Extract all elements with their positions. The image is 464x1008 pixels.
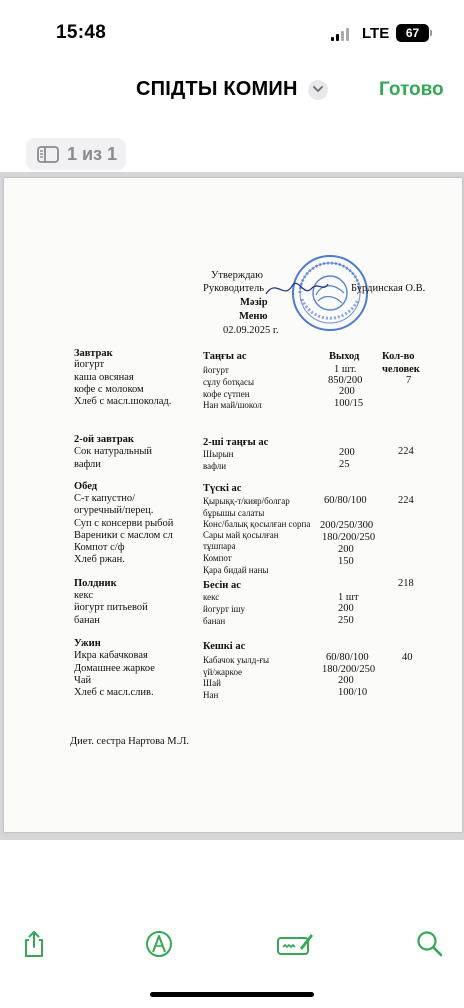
menu-item-out: 100/10 [338, 687, 368, 698]
status-time: 15:48 [56, 22, 107, 43]
menu-item-ru: каша овсяная [74, 372, 134, 383]
menu-item-kz: бұрышы салаты [203, 508, 265, 518]
menu-item-kz: Кабачок уылд-ғы [203, 655, 270, 665]
menu-item-kz: кекс [203, 592, 220, 602]
menu-item-kz: Конс/балық қосылған сорпа [203, 519, 311, 529]
section-count: 218 [398, 578, 414, 589]
page-indicator[interactable] [26, 138, 126, 170]
section-title-ru: Завтрак [74, 348, 113, 359]
menu-item-kz: кофе сүтпен [203, 389, 250, 399]
menu-item-ru: Сок натуральный [74, 446, 153, 457]
section-count: 224 [398, 495, 414, 506]
menu-item-ru: огуречный/перец. [74, 505, 154, 516]
menu-item-ru: С-т капустно/ [74, 493, 136, 504]
done-button[interactable]: Готово [379, 79, 444, 100]
page-count: 1 из 1 [67, 143, 118, 164]
menu-item-kz: вафли [203, 461, 227, 471]
chevron-down-icon[interactable] [308, 80, 328, 100]
menu-item-kz: Қара бидай наны [203, 565, 269, 575]
menu-title-kz: Мәзір [240, 297, 268, 308]
section-title-ru: Обед [74, 481, 98, 492]
share-icon[interactable] [18, 928, 50, 960]
menu-item-ru: Чай [74, 675, 92, 686]
menu-item-out: 1 шт. [334, 364, 357, 375]
scanned-page[interactable] [4, 178, 462, 832]
menu-item-ru: йогурт питьевой [74, 602, 148, 613]
menu-item-ru: Икра кабачковая [74, 650, 148, 661]
director-label: Руководитель [203, 283, 264, 294]
menu-date: 02.09.2025 г. [223, 325, 279, 336]
menu-item-out: 180/200/250 [322, 664, 376, 675]
menu-item-out: 200/250/300 [320, 520, 374, 531]
menu-item-ru: Суп с консерви рыбой [74, 518, 174, 529]
menu-item-kz: Қырыққ-т/кияр/болгар [203, 496, 290, 506]
menu-title-ru: Меню [239, 311, 268, 322]
menu-item-out: 200 [338, 675, 354, 686]
menu-item-kz: Шырын [203, 449, 234, 459]
home-indicator[interactable] [150, 992, 314, 997]
battery-icon: 67 [396, 24, 429, 42]
section-title-ru: 2-ой завтрак [74, 434, 134, 445]
nav-bar [0, 70, 464, 110]
menu-item-out: 150 [338, 556, 354, 567]
signer-name: Бурдинская О.В. [351, 283, 426, 294]
approve-line: Утверждаю [211, 270, 263, 281]
section-count: 7 [406, 375, 412, 386]
menu-item-out: 60/80/100 [324, 495, 367, 506]
menu-item-out: 200 [338, 603, 354, 614]
section-title-kz: Бесін ас [203, 580, 241, 591]
menu-item-ru: Вареники с маслом сл [74, 530, 173, 541]
menu-item-kz: Нан май/шокол [203, 400, 262, 410]
menu-item-out: 100/15 [334, 398, 364, 409]
menu-item-ru: банан [74, 615, 100, 626]
menu-item-kz: сұлу ботқасы [203, 377, 255, 387]
menu-item-out: 60/80/100 [326, 652, 369, 663]
menu-item-out: 1 шт [338, 592, 359, 603]
section-title-kz: Түскі ас [203, 483, 242, 494]
section-title-ru: Ужин [74, 638, 101, 649]
section-title-kz: Кешкі ас [203, 641, 246, 652]
section-title-ru: Полдник [74, 578, 117, 589]
menu-item-ru: кофе с молоком [74, 384, 144, 395]
status-bar [0, 0, 464, 70]
sidebar-icon [37, 146, 59, 163]
header-vyhod: Выход [329, 351, 360, 362]
menu-item-ru: Хлеб ржан. [74, 554, 125, 565]
menu-item-kz: тұшпара [203, 541, 236, 551]
bottom-toolbar [0, 920, 464, 970]
menu-item-kz: Сары май қосылған [203, 530, 279, 540]
menu-item-ru: йогурт [74, 359, 105, 370]
menu-item-kz: үй/жаркое [203, 667, 243, 677]
menu-item-out: 200 [338, 544, 354, 555]
section-title-kz: Таңғы ас [203, 351, 247, 362]
markup-pen-icon[interactable] [143, 928, 175, 960]
document-title: СПІДТЫ КОМИН [136, 78, 298, 100]
search-icon[interactable] [414, 928, 446, 960]
cellular-signal-icon [331, 27, 349, 41]
menu-item-ru: вафли [74, 459, 101, 470]
section-count: 40 [402, 652, 413, 663]
network-type: LTE [362, 25, 390, 42]
menu-item-out: 250 [338, 615, 354, 626]
menu-item-out: 180/200/250 [322, 532, 376, 543]
menu-item-ru: Хлеб с масл.слив. [74, 687, 154, 698]
header-kolvo: Кол-во [382, 351, 415, 362]
menu-item-kz: йогурт ішу [203, 604, 246, 614]
menu-item-ru: Хлеб с масл.шоколад. [74, 396, 172, 407]
section-count: 224 [398, 446, 414, 457]
menu-item-kz: банан [203, 616, 226, 626]
section-title-kz: 2-ші таңғы ас [203, 437, 269, 448]
header-chelovek: человек [382, 364, 420, 375]
menu-item-out: 200 [339, 386, 355, 397]
menu-item-kz: Шай [203, 678, 221, 688]
menu-item-out: 200 [339, 447, 355, 458]
menu-item-ru: кекс [74, 590, 94, 601]
menu-item-kz: Компот [203, 553, 232, 563]
menu-item-out: 25 [339, 459, 350, 470]
menu-item-ru: Домашнее жаркое [74, 663, 155, 674]
menu-item-ru: Компот с/ф [74, 542, 125, 553]
menu-item-kz: Нан [203, 690, 219, 700]
menu-item-out: 850/200 [328, 375, 363, 386]
menu-item-kz: йогурт [203, 365, 229, 375]
battery-cap [430, 30, 432, 36]
document-title-menu[interactable] [136, 78, 328, 101]
signature-icon[interactable] [276, 928, 314, 960]
signature-scribble [262, 274, 332, 304]
dietitian-signature: Диет. сестра Нартова М.Л. [70, 736, 189, 747]
